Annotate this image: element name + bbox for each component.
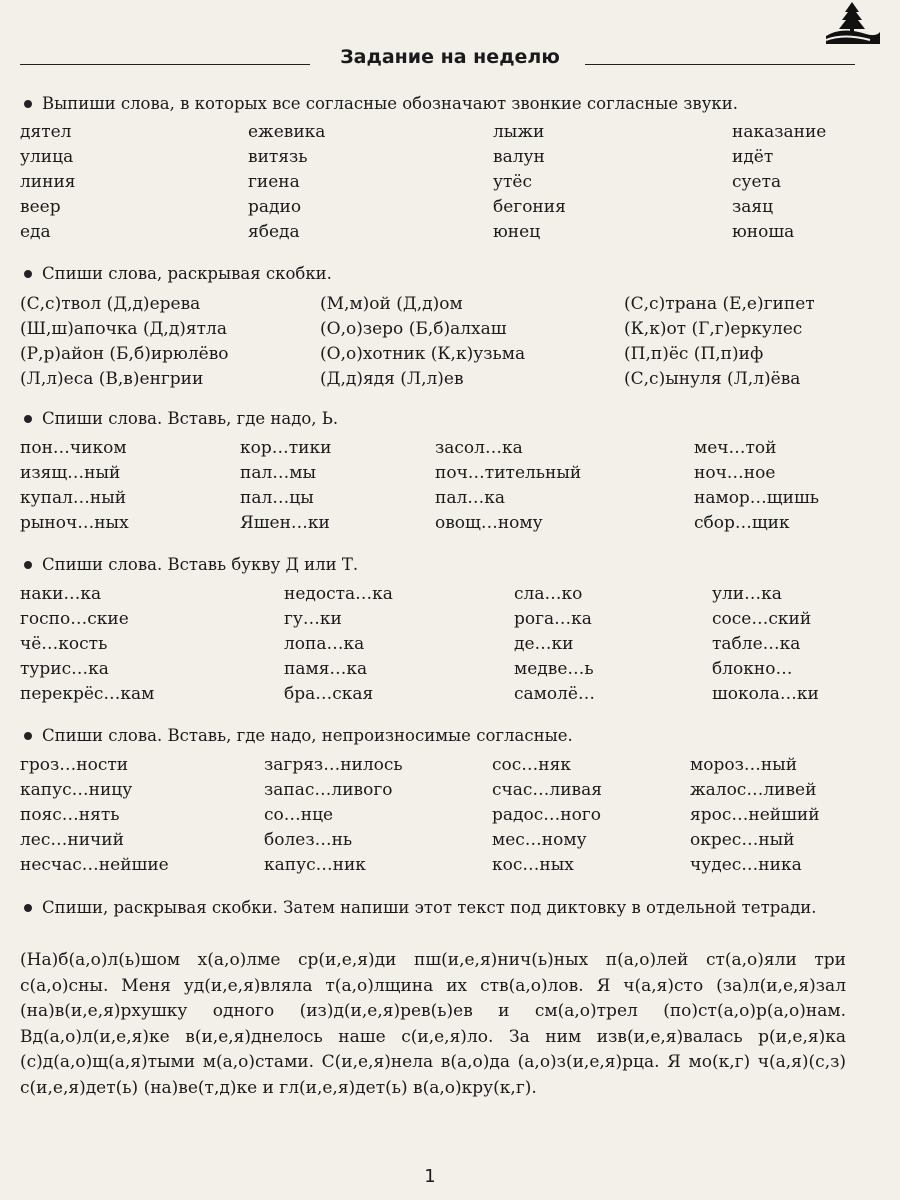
dictation-text: (На)б(а,о)л(ь)шом х(а,о)лме ср(и,е,я)ди пш(и,е,я)нич(ь)ных п(а,о)лей ст(а,о)яли три с(а,о)сны. Меня уд(и,е,я)вляла т(а,о)лщина их ств(а,о)лов. Я ч(а,я)сто (за)л(и,е,я)зал (на)в(и,е,я)рхушку одного (из)д(и,е,я)рев(ь)ев и см(а,о)трел (по)ст(а,о)р(а,о)нам. Вд(а,о)л(и,е,я)ке в(и,е,я)днелось наше с(и,е,я)ло. За ним изв(и,е,я)валась р(и,е,я)ка (с)д(а,о)щ(а,я)тыми м(а,о)стами. С(и,е,я)нела в(а,о)да (а,о)з(и,е,я)рца. Я мо(к,г) ч(а,я)(с,з) с(и,е,я)дет(ь) (на)ве(т,д)ке и гл(и,е,я)дет(ь) в(а,о)кру(к,г). [20,950,846,1098]
instruction-text: Спиши слова. Вставь, где надо, непроизносимые согласные. [42,726,573,745]
word: (Л,л)еса (В,в)енгрии [20,369,204,389]
word: пояс…нять [20,805,120,825]
word: (О,о)хотник (К,к)узьма [320,344,526,364]
word-column [690,753,820,878]
word: (С,с)трана (Е,е)гипет [624,294,815,314]
word: сос…няк [492,755,571,775]
word: рога…ка [514,609,592,629]
word: (П,п)ёс (П,п)иф [624,344,764,364]
word: ежевика [248,122,326,142]
task-2 [20,262,860,392]
word-column [493,120,566,245]
word-column [435,436,581,536]
word: (С,с)твол (Д,д)ерева [20,294,201,314]
page-number: 1 [424,1166,436,1187]
bullet-icon [24,904,32,912]
word: пал…мы [240,463,317,483]
word: (Д,д)ядя (Л,л)ев [320,369,464,389]
task-4 [20,553,860,707]
word: пал…ка [435,488,506,508]
task-5-word-grid [20,753,860,878]
word: юноша [732,222,795,242]
task-1-instruction [20,92,860,116]
word: со…нце [264,805,334,825]
word: суета [732,172,782,192]
word: (Р,р)айон (Б,б)ирюлёво [20,344,229,364]
word: еда [20,222,51,242]
word: жалос…ливей [690,780,817,800]
word: самолё… [514,684,595,704]
instruction-text: Выпиши слова, в которых все согласные обозначают звонкие согласные звуки. [42,94,738,113]
task-6 [20,896,860,920]
word-column [20,436,129,536]
word: счас…ливая [492,780,602,800]
word: ярос…нейший [690,805,820,825]
word: (М,м)ой (Д,д)ом [320,294,463,314]
word: госпо…ские [20,609,129,629]
task-5-instruction [20,724,860,748]
bullet-icon [24,732,32,740]
word: памя…ка [284,659,368,679]
word: (Ш,ш)апочка (Д,д)ятла [20,319,227,339]
word: сбор…щик [694,513,790,533]
word: окрес…ный [690,830,795,850]
word: овощ…ному [435,513,543,533]
word: несчас…нейшие [20,855,169,875]
word-column [20,582,154,707]
word: витязь [248,147,308,167]
word: капус…ник [264,855,366,875]
word: изящ…ный [20,463,121,483]
instruction-text: Спиши слова, раскрывая скобки. [42,264,332,283]
word-column [732,120,826,245]
bullet-icon [24,270,32,278]
task-3-instruction [20,407,860,431]
instruction-text: Спиши слова. Вставь, где надо, Ь. [42,409,339,428]
word-column [240,436,331,536]
word: кор…тики [240,438,332,458]
word: (К,к)от (Г,г)еркулес [624,319,803,339]
word: бегония [493,197,566,217]
word: гроз…ности [20,755,129,775]
task-3-word-grid [20,436,860,536]
word: загряз…нилось [264,755,403,775]
word: болез…нь [264,830,353,850]
word: поч…тительный [435,463,582,483]
word: недоста…ка [284,584,393,604]
word: наказание [732,122,827,142]
word-column [284,582,393,707]
word: рыноч…ных [20,513,129,533]
word: мороз…ный [690,755,798,775]
word: идёт [732,147,774,167]
word: ябеда [248,222,300,242]
word: радио [248,197,302,217]
page-header [20,40,880,80]
word-column [712,582,819,707]
word: лопа…ка [284,634,365,654]
word: купал…ный [20,488,127,508]
instruction-text: Спиши, раскрывая скобки. Затем напиши этот текст под диктовку в отдельной тетради. [42,898,817,917]
task-4-instruction [20,553,860,577]
header-rule-right [585,64,855,65]
word-column [624,292,815,392]
word: мес…ному [492,830,587,850]
word: гу…ки [284,609,342,629]
word: турис…ка [20,659,109,679]
word: радос…ного [492,805,601,825]
page-title: Задание на неделю [340,46,560,68]
bullet-icon [24,100,32,108]
word: дятел [20,122,72,142]
word: (С,с)ынуля (Л,л)ёва [624,369,801,389]
word: (О,о)зеро (Б,б)алхаш [320,319,507,339]
task-6-instruction [20,896,860,920]
word-column [320,292,525,392]
task-1 [20,92,860,245]
word: чё…кость [20,634,108,654]
word: медве…ь [514,659,594,679]
header-rule-left [20,64,310,65]
word: чудес…ника [690,855,802,875]
word: сосе…ский [712,609,812,629]
word: лыжи [493,122,545,142]
word: шокола…ки [712,684,819,704]
task-2-word-grid [20,292,860,392]
word: капус…ницу [20,780,133,800]
tree-logo-icon [822,0,882,46]
word-column [264,753,403,878]
word: бра…ская [284,684,374,704]
word: гиена [248,172,300,192]
word: кос…ных [492,855,574,875]
word: намор…щишь [694,488,820,508]
word-column [694,436,819,536]
word: валун [493,147,545,167]
word: засол…ка [435,438,523,458]
word: утёс [493,172,532,192]
word: улица [20,147,74,167]
word: юнец [493,222,541,242]
bullet-icon [24,561,32,569]
word-column [20,292,229,392]
word: пал…цы [240,488,314,508]
word-column [514,582,595,707]
task-4-word-grid [20,582,860,707]
word-column [20,120,76,245]
word: сла…ко [514,584,583,604]
task-1-word-grid [20,120,860,245]
word-column [492,753,602,878]
task-3 [20,407,860,536]
word: ули…ка [712,584,782,604]
word: запас…ливого [264,780,393,800]
word: Яшен…ки [240,513,330,533]
word: табле…ка [712,634,801,654]
word: блокно… [712,659,793,679]
word: линия [20,172,76,192]
instruction-text: Спиши слова. Вставь букву Д или Т. [42,555,359,574]
word: ноч…ное [694,463,776,483]
word: перекрёс…кам [20,684,155,704]
word: меч…той [694,438,777,458]
word-column [248,120,325,245]
word: пон…чиком [20,438,127,458]
word: заяц [732,197,774,217]
word: лес…ничий [20,830,124,850]
word-column [20,753,169,878]
word: де…ки [514,634,574,654]
task-2-instruction [20,262,860,286]
word: веер [20,197,61,217]
word: наки…ка [20,584,102,604]
bullet-icon [24,415,32,423]
task-5 [20,724,860,878]
